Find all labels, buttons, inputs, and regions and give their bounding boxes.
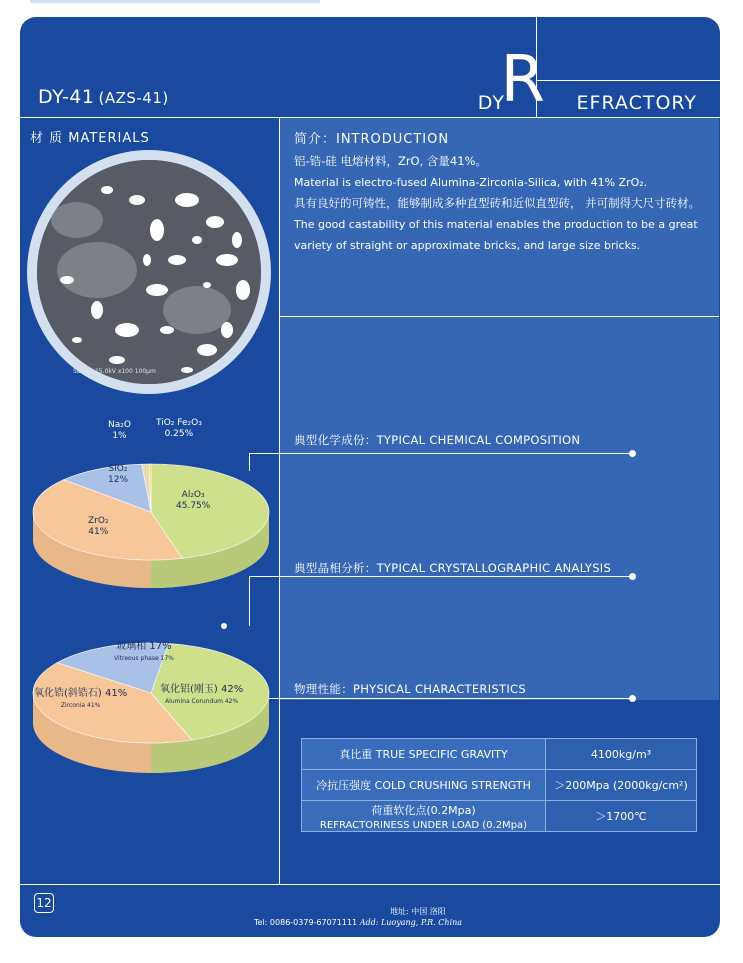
intro-heading: 简介：INTRODUCTION bbox=[294, 132, 450, 147]
properties-table bbox=[301, 738, 697, 832]
intro-line-en2: The good castability of this material enables the production to be a great variety of straight or approximate bricks, and large size bricks. bbox=[294, 218, 698, 252]
prop-key: 真比重 TRUE SPECIFIC GRAVITY bbox=[302, 739, 546, 770]
micrograph-texture bbox=[37, 160, 261, 384]
micrograph-image bbox=[27, 150, 271, 394]
crystal-dot bbox=[629, 573, 636, 580]
crystal-leader-line bbox=[249, 576, 635, 577]
materials-label: 材 质 MATERIALS bbox=[30, 131, 150, 146]
pie1-label-sio2: SiO₂ 12% bbox=[108, 464, 129, 485]
top-accent-bar bbox=[30, 0, 320, 3]
intro-text bbox=[294, 151, 706, 256]
intro-line-cn1: 铝-锆-硅 电熔材料，ZrO, 含量41%。 bbox=[294, 154, 487, 168]
physical-dot bbox=[629, 695, 636, 702]
address-cn: 地址: 中国 洛阳 bbox=[390, 907, 446, 916]
intro-bottom-line bbox=[279, 316, 719, 317]
page-number: 12 bbox=[34, 893, 54, 913]
table-row bbox=[302, 801, 697, 832]
prop-value: ＞1700℃ bbox=[546, 801, 697, 832]
intro-line-cn2: 具有良好的可铸性，能够制成多种直型砖和近似直型砖， 并可制得大尺寸砖材。 bbox=[294, 196, 701, 210]
contact-line: Tel: 0086-0379-67071111 Add: Luoyang, P.R. China bbox=[254, 918, 463, 927]
prop-value: 4100kg/m³ bbox=[546, 739, 697, 770]
intro-line-en1: Material is electro-fused Alumina-Zirconia-Silica, with 41% ZrO₂. bbox=[294, 176, 648, 189]
pie1-label-al2o3: Al₂O₃ 45.75% bbox=[176, 490, 211, 511]
table-row bbox=[302, 739, 697, 770]
column-divider bbox=[279, 118, 280, 884]
prop-value: ＞200Mpa (2000kg/cm²) bbox=[546, 770, 697, 801]
prop-key: 荷重软化点(0.2Mpa) REFRACTORINESS UNDER LOAD (0.2Mpa) bbox=[302, 801, 546, 832]
crystal-heading: 典型晶相分析：TYPICAL CRYSTALLOGRAPHIC ANALYSIS bbox=[294, 561, 612, 575]
pie1-label-tio2: TiO₂ Fe₂O₃ 0.25% bbox=[156, 418, 202, 439]
chemical-dot bbox=[629, 450, 636, 457]
chemical-pie-chart bbox=[26, 452, 276, 592]
footer-divider bbox=[20, 884, 720, 885]
pie2-label-alumina: 氧化铝(刚玉) 42% Alumina Corundum 42% bbox=[160, 684, 244, 705]
physical-leader-line bbox=[249, 698, 635, 699]
pie2-label-zirconia: 氧化锆(斜锆石) 41% Zirconia 41% bbox=[34, 688, 128, 709]
table-row bbox=[302, 770, 697, 801]
micrograph-caption: SE WD 15.0kV x100 100μm bbox=[73, 368, 156, 375]
chemical-leader-line bbox=[249, 453, 635, 454]
pie1-label-na2o: Na₂O 1% bbox=[108, 420, 131, 441]
product-title: DY-41 (AZS-41) bbox=[38, 86, 169, 108]
chemical-heading: 典型化学成份：TYPICAL CHEMICAL COMPOSITION bbox=[294, 433, 581, 447]
brand-logo: DY R EFRACTORY bbox=[477, 43, 697, 117]
pie1-label-zro2: ZrO₂ 41% bbox=[88, 516, 109, 537]
pie2-label-glass: 玻璃相 17% Vitreous phase 17% bbox=[114, 641, 174, 662]
prop-key: 冷抗压强度 COLD CRUSHING STRENGTH bbox=[302, 770, 546, 801]
physical-heading: 物理性能：PHYSICAL CHARACTERISTICS bbox=[294, 682, 526, 696]
